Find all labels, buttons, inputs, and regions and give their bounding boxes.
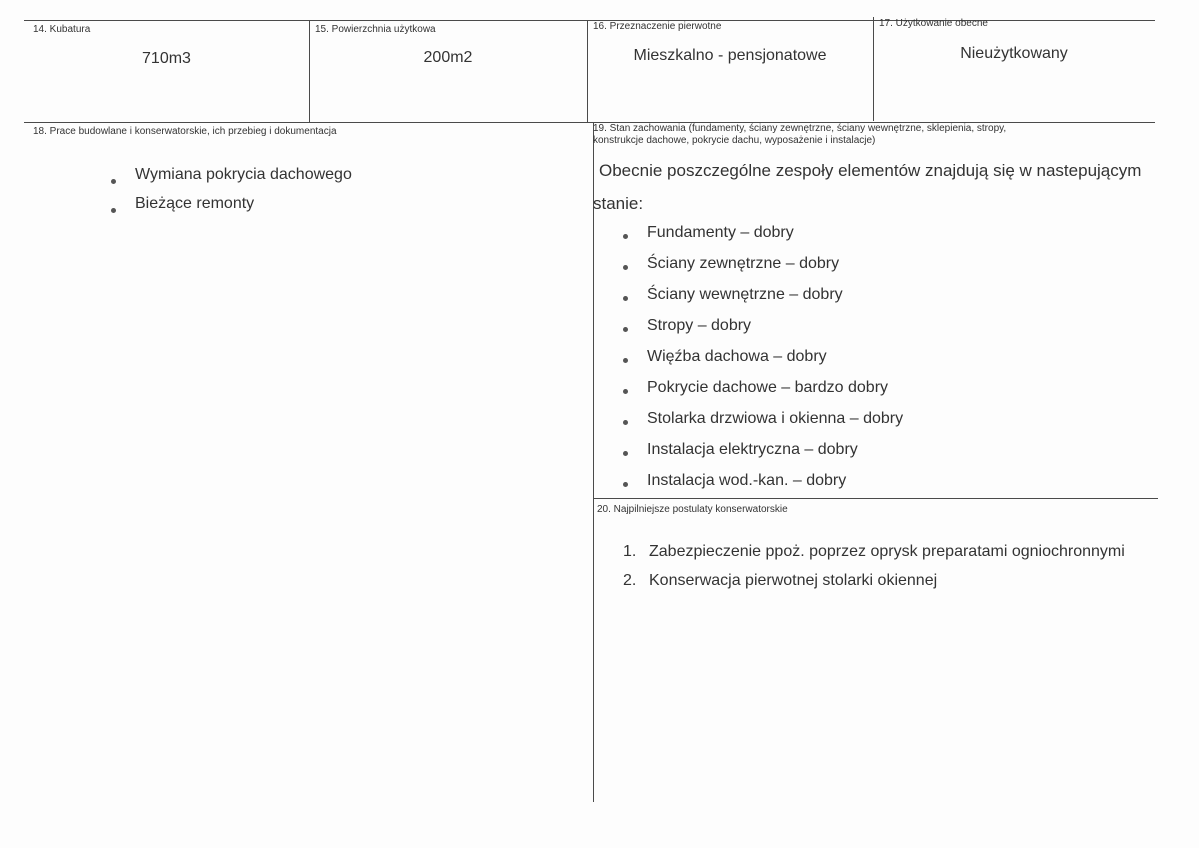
bullet-icon: [111, 208, 116, 213]
bullet-icon: [623, 327, 628, 332]
list-item: Fundamenty – dobry: [647, 220, 903, 251]
list-item: Bieżące remonty: [135, 195, 352, 224]
field-20-list: [623, 541, 1125, 599]
bullet-icon: [623, 451, 628, 456]
field-14-label: 14. Kubatura: [33, 24, 91, 35]
list-item: Ściany zewnętrzne – dobry: [647, 251, 903, 282]
bullet-icon: [623, 265, 628, 270]
field-14-value: 710m3: [142, 50, 191, 67]
list-item: Stolarka drzwiowa i okienna – dobry: [647, 406, 903, 437]
bullet-icon: [623, 420, 628, 425]
field-18-list: [135, 166, 352, 224]
field-16-label: 16. Przeznaczenie pierwotne: [593, 21, 722, 32]
col-divider-2: [587, 20, 588, 122]
col-divider-3: [873, 17, 874, 121]
middle-divider: [593, 122, 594, 802]
list-item: Wymiana pokrycia dachowego: [135, 166, 352, 195]
bullet-icon: [623, 234, 628, 239]
list-item: 1. Zabezpieczenie ppoż. poprzez oprysk preparatami ogniochronnymi: [649, 541, 1125, 570]
field-15-label: 15. Powierzchnia użytkowa: [315, 24, 436, 35]
list-number: 1.: [623, 543, 637, 560]
field-19-label-line-2: konstrukcje dachowe, pokrycie dachu, wyposażenie i instalacje): [593, 135, 876, 146]
bullet-icon: [623, 482, 628, 487]
list-item: Pokrycie dachowe – bardzo dobry: [647, 375, 903, 406]
field-15-value: 200m2: [423, 49, 473, 66]
field-19-list: [647, 220, 903, 499]
field-20-label: 20. Najpilniejsze postulaty konserwatorskie: [597, 504, 788, 515]
field-18-label: 18. Prace budowlane i konserwatorskie, ich przebieg i dokumentacja: [33, 126, 337, 137]
list-number: 2.: [623, 572, 637, 589]
field-19-label-line-1: 19. Stan zachowania (fundamenty, ściany zewnętrzne, ściany wewnętrzne, sklepienia, stropy,: [593, 123, 1007, 134]
bullet-icon: [623, 389, 628, 394]
field-16-value: Mieszkalno - pensjonatowe: [633, 47, 827, 64]
col-divider-1: [309, 20, 310, 122]
bullet-icon: [623, 358, 628, 363]
list-item: Instalacja wod.-kan. – dobry: [647, 468, 903, 499]
bullet-icon: [623, 296, 628, 301]
field-17-value: Nieużytkowany: [960, 45, 1068, 62]
list-item: Ściany wewnętrzne – dobry: [647, 282, 903, 313]
list-item: Stropy – dobry: [647, 313, 903, 344]
list-item: Więźba dachowa – dobry: [647, 344, 903, 375]
list-item: Instalacja elektryczna – dobry: [647, 437, 903, 468]
list-item: 2. Konserwacja pierwotnej stolarki okiennej: [649, 570, 1125, 599]
field-19-intro-line-1: Obecnie poszczególne zespoły elementów znajdują się w nastepującym: [599, 161, 1142, 180]
bullet-icon: [111, 179, 116, 184]
field-19-intro-line-2: stanie:: [593, 194, 644, 213]
field-17-label: 17. Użytkowanie obecne: [879, 18, 988, 29]
